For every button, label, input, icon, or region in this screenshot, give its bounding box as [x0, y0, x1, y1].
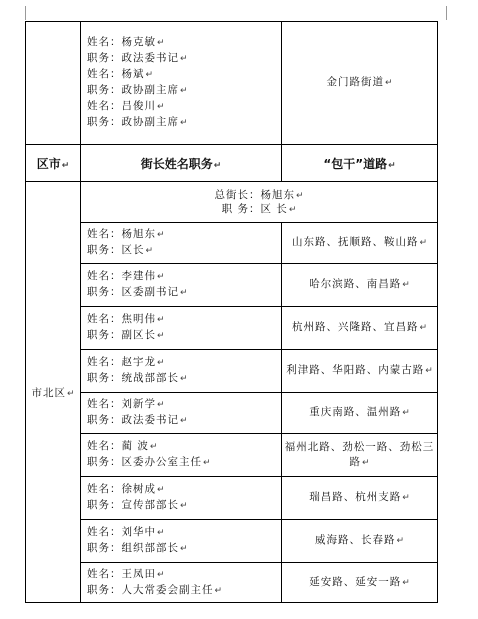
header-leader — [81, 145, 282, 182]
name-label: 姓名： — [87, 440, 122, 452]
return-mark: ↵ — [66, 388, 75, 399]
name-label: 姓名： — [87, 567, 122, 580]
role-label: 职务： — [87, 499, 122, 511]
road-cell — [282, 434, 438, 477]
return-mark: ↵ — [157, 331, 165, 341]
role-line — [87, 243, 281, 259]
person-name: 徐树成 — [121, 483, 156, 495]
return-mark: ↵ — [180, 54, 188, 64]
role-label: 职务： — [87, 286, 122, 298]
return-mark: ↵ — [157, 528, 165, 538]
person-name: 吕俊川 — [121, 100, 156, 112]
header-leader-text: 街长姓名职务 — [140, 156, 213, 171]
return-mark: ↵ — [157, 315, 165, 325]
role-label: 职务： — [87, 542, 122, 554]
road-cell — [282, 350, 438, 393]
person-name: 杨克敏 — [121, 36, 156, 48]
general-leader-role: 职 务：区 长 — [221, 202, 288, 215]
top-block-row — [26, 22, 438, 145]
role-label: 职务： — [87, 329, 122, 341]
leader-cell — [81, 264, 282, 307]
table-row — [26, 393, 438, 434]
name-label: 姓名： — [87, 398, 122, 410]
return-mark: ↵ — [214, 585, 223, 596]
return-mark: ↵ — [295, 190, 304, 201]
table-row — [26, 520, 438, 563]
person-name: 杨旭东 — [121, 228, 156, 240]
person-role: 区长 — [121, 244, 145, 256]
general-leader-row — [26, 182, 438, 223]
person-role: 人大常委会副主任 — [121, 583, 214, 596]
road-text: 威海路、长春路 — [314, 534, 396, 546]
return-mark: ↵ — [61, 160, 70, 171]
header-road-text: “包干”道路 — [323, 156, 388, 171]
road-text: 哈尔滨路、南昌路 — [309, 278, 402, 290]
road-cell — [282, 563, 438, 603]
name-line — [87, 397, 281, 413]
table-row — [26, 434, 438, 477]
role-label: 职务： — [87, 84, 122, 96]
return-mark: ↵ — [145, 70, 154, 80]
header-district — [26, 145, 81, 182]
leader-cell — [81, 563, 282, 603]
general-leader-line1 — [81, 189, 437, 203]
role-line — [87, 285, 281, 301]
return-mark: ↵ — [180, 544, 188, 554]
top-block-people — [81, 22, 282, 145]
return-mark: ↵ — [213, 160, 222, 171]
name-line — [87, 269, 281, 285]
return-mark: ↵ — [157, 272, 165, 282]
person-name: 杨斌 — [121, 68, 145, 80]
road-text: 利津路、华阳路、内蒙古路 — [286, 364, 425, 376]
role-line — [87, 328, 281, 344]
return-mark: ↵ — [288, 204, 297, 215]
road-cell — [282, 477, 438, 520]
crop-mark-top-right — [446, 6, 455, 20]
return-mark: ↵ — [157, 485, 165, 495]
table-row — [26, 264, 438, 307]
role-line — [87, 371, 281, 387]
table-row — [26, 563, 438, 603]
role-line — [87, 498, 281, 514]
name-label: 姓名： — [87, 313, 122, 325]
table-row — [26, 307, 438, 350]
return-mark: ↵ — [384, 78, 393, 88]
road-cell — [282, 520, 438, 563]
name-line — [87, 525, 281, 541]
return-mark: ↵ — [145, 246, 154, 256]
person-role: 副区长 — [121, 329, 156, 341]
street-leader-table — [25, 21, 438, 603]
leader-cell — [81, 223, 282, 264]
return-mark: ↵ — [180, 118, 188, 128]
return-mark: ↵ — [157, 102, 165, 112]
name-label: 姓名： — [87, 68, 122, 80]
district-cell — [26, 182, 81, 603]
road-text: 福州北路、劲松一路、劲松三路 — [284, 440, 435, 468]
road-cell — [282, 264, 438, 307]
road-text: 山东路、抚顺路、鞍山路 — [291, 236, 419, 248]
name-label: 姓名： — [87, 526, 122, 538]
road-text: 瑞昌路、杭州支路 — [309, 491, 402, 503]
person-role: 政协副主席 — [121, 116, 179, 128]
name-line — [87, 355, 281, 371]
return-mark: ↵ — [149, 442, 158, 452]
person-name: 王凤田 — [121, 567, 156, 580]
return-mark: ↵ — [388, 160, 396, 171]
role-label: 职务： — [87, 372, 122, 384]
return-mark: ↵ — [157, 358, 165, 368]
road-text: 金门路街道 — [326, 76, 384, 88]
return-mark: ↵ — [180, 501, 188, 511]
person-name: 赵宇龙 — [121, 356, 156, 368]
return-mark: ↵ — [396, 536, 405, 546]
person-role: 宣传部部长 — [121, 499, 179, 511]
header-road — [282, 145, 438, 182]
role-line — [87, 541, 281, 557]
return-mark: ↵ — [419, 238, 428, 248]
leader-cell — [81, 477, 282, 520]
top-block-road — [282, 22, 438, 145]
name-label: 姓名： — [87, 483, 122, 495]
role-label: 职务： — [87, 414, 122, 426]
role-label: 职务： — [87, 583, 122, 596]
road-cell — [282, 223, 438, 264]
road-text: 延安路、延安一路 — [309, 575, 402, 588]
role-label: 职务： — [87, 116, 122, 128]
leader-cell — [81, 350, 282, 393]
return-mark: ↵ — [157, 400, 165, 410]
name-label: 姓名： — [87, 228, 122, 240]
person-name: 李建伟 — [121, 270, 156, 282]
general-leader-title: 总街长：杨旭东 — [214, 188, 295, 201]
leader-cell — [81, 307, 282, 350]
name-label: 姓名： — [87, 36, 122, 48]
return-mark: ↵ — [402, 493, 410, 503]
person-role: 组织部部长 — [121, 542, 179, 554]
person-role: 政法委书记 — [121, 52, 179, 64]
name-label: 姓名： — [87, 270, 122, 282]
role-line — [87, 455, 281, 471]
role-label: 职务： — [87, 52, 122, 64]
person-role: 政法委书记 — [121, 414, 179, 426]
return-mark: ↵ — [180, 416, 188, 426]
top-block-district-cell — [26, 22, 81, 145]
person-name: 刘新学 — [121, 398, 156, 410]
header-district-text: 区市 — [36, 156, 61, 171]
table-row — [26, 477, 438, 520]
return-mark: ↵ — [402, 577, 410, 588]
leader-cell — [81, 520, 282, 563]
return-mark: ↵ — [157, 38, 165, 48]
name-line — [87, 312, 281, 328]
return-mark: ↵ — [157, 230, 165, 240]
person-role: 区委办公室主任 — [121, 456, 202, 468]
role-label: 职务： — [87, 244, 122, 256]
return-mark: ↵ — [180, 288, 188, 298]
person-name: 焦明伟 — [121, 313, 156, 325]
road-cell — [282, 393, 438, 434]
role-line — [87, 413, 281, 429]
header-row — [26, 145, 438, 182]
name-line — [87, 227, 281, 243]
person-role: 政协副主席 — [121, 84, 179, 96]
general-leader-cell — [81, 182, 438, 223]
return-mark: ↵ — [361, 457, 370, 468]
leader-cell — [81, 393, 282, 434]
general-leader-line2 — [81, 203, 437, 217]
leader-cell — [81, 434, 282, 477]
return-mark: ↵ — [402, 408, 410, 418]
road-text: 重庆南路、温州路 — [309, 406, 402, 418]
role-line — [87, 583, 281, 599]
return-mark: ↵ — [157, 569, 165, 580]
return-mark: ↵ — [425, 366, 433, 376]
name-label: 姓名： — [87, 356, 122, 368]
return-mark: ↵ — [419, 323, 428, 333]
road-cell — [282, 307, 438, 350]
district-name: 市北区 — [31, 386, 66, 399]
person-name: 蔺 波 — [121, 440, 149, 452]
return-mark: ↵ — [180, 86, 188, 96]
name-line — [87, 567, 281, 583]
name-line — [87, 439, 281, 455]
person-role: 区委副书记 — [121, 286, 179, 298]
person-role: 统战部部长 — [121, 372, 179, 384]
table-row — [26, 223, 438, 264]
role-label: 职务： — [87, 456, 122, 468]
person-name: 刘华中 — [121, 526, 156, 538]
crop-mark-top-left — [17, 6, 26, 20]
table-row — [26, 350, 438, 393]
return-mark: ↵ — [203, 458, 211, 468]
return-mark: ↵ — [180, 374, 188, 384]
name-label: 姓名： — [87, 100, 122, 112]
return-mark: ↵ — [402, 280, 410, 290]
road-text: 杭州路、兴隆路、宜昌路 — [291, 321, 419, 333]
name-line — [87, 482, 281, 498]
